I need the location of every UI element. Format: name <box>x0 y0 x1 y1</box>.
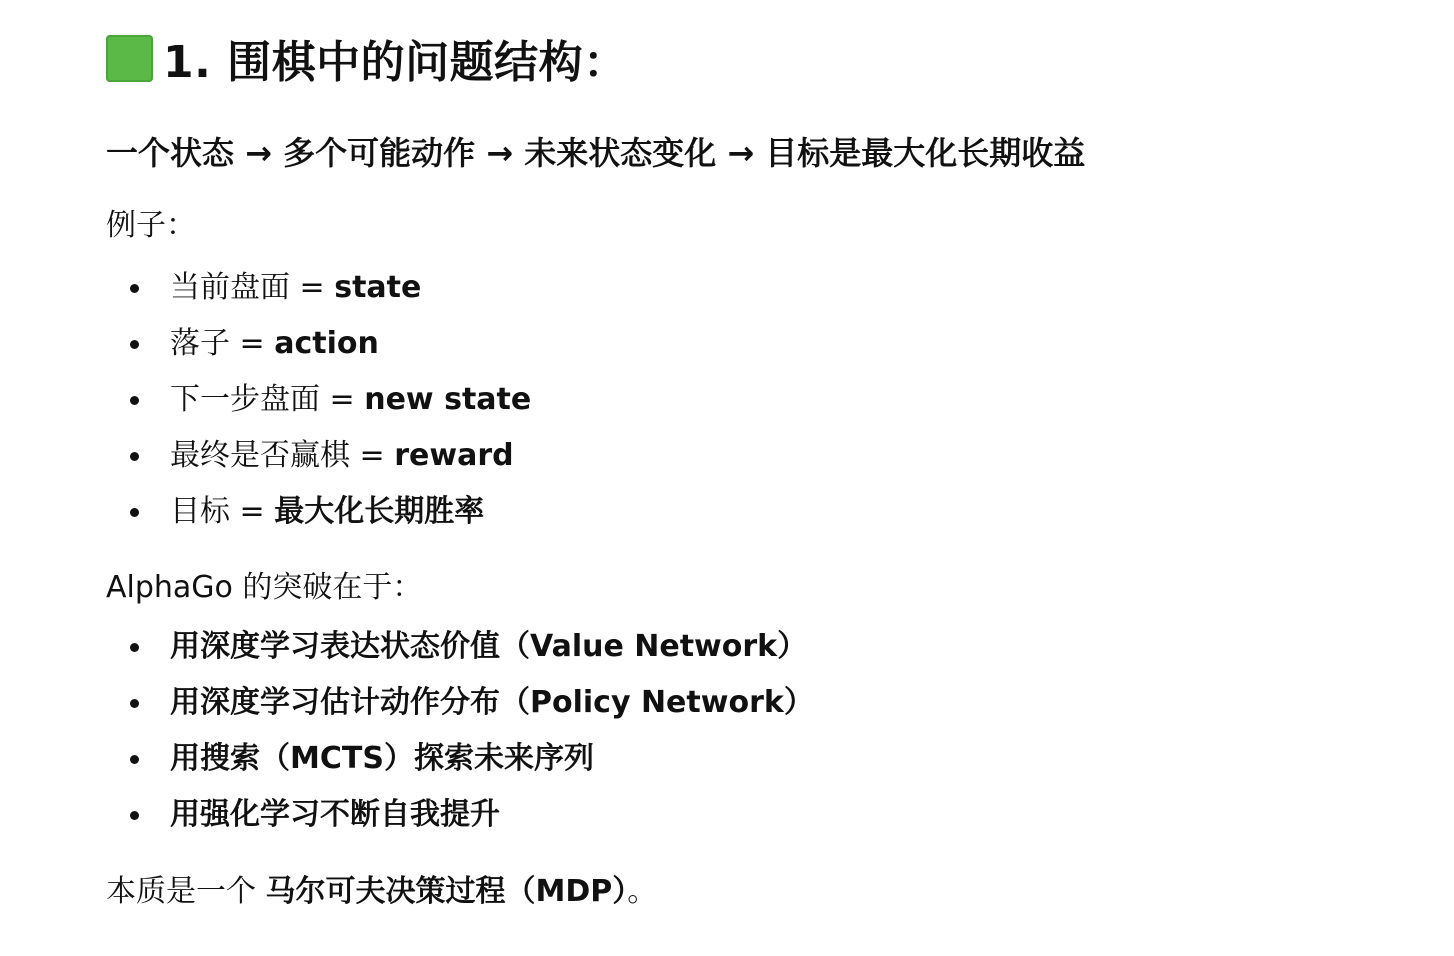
bullet-icon <box>130 811 139 820</box>
list-item <box>106 316 531 372</box>
example-term: 下一步盘面 = <box>170 382 365 417</box>
list-item <box>106 619 814 675</box>
conclusion-tail: 。 <box>627 874 658 909</box>
example-value: new state <box>364 382 532 417</box>
list-item <box>106 428 531 484</box>
examples-list <box>106 260 531 540</box>
list-item <box>106 372 531 428</box>
example-term: 当前盘面 = <box>170 270 335 305</box>
list-item <box>106 731 814 787</box>
list-item <box>106 787 814 843</box>
breakthrough-text: 用强化学习不断自我提升 <box>170 797 500 832</box>
example-value: state <box>334 270 422 305</box>
bullet-icon <box>130 755 139 764</box>
document <box>106 0 1454 956</box>
example-term: 落子 = <box>170 326 275 361</box>
breakthroughs-list <box>106 619 814 843</box>
conclusion-term: 马尔可夫决策过程（MDP） <box>265 874 628 909</box>
bullet-icon <box>130 396 139 405</box>
conclusion <box>106 866 657 910</box>
heading-text: 1. 围棋中的问题结构： <box>163 37 628 88</box>
conclusion-lead: 本质是一个 <box>106 874 266 909</box>
bullet-icon <box>130 340 139 349</box>
example-value: reward <box>394 438 514 473</box>
list-item <box>106 484 531 540</box>
bullet-icon <box>130 643 139 652</box>
example-value: 最大化长期胜率 <box>274 494 485 529</box>
section-heading <box>106 28 628 88</box>
breakthrough-text: 用搜索（MCTS）探索未来序列 <box>170 741 594 776</box>
list-item <box>106 260 531 316</box>
alphago-label: AlphaGo 的突破在于： <box>106 570 423 605</box>
bullet-icon <box>130 508 139 517</box>
list-item <box>106 675 814 731</box>
breakthrough-text: 用深度学习估计动作分布（Policy Network） <box>170 685 814 720</box>
green-square-icon <box>106 35 153 82</box>
bullet-icon <box>130 699 139 708</box>
problem-structure-summary: 一个状态 → 多个可能动作 → 未来状态变化 → 目标是最大化长期收益 <box>106 134 1086 172</box>
example-label: 例子： <box>106 208 196 243</box>
example-term: 目标 = <box>170 494 275 529</box>
bullet-icon <box>130 452 139 461</box>
bullet-icon <box>130 284 139 293</box>
example-term: 最终是否赢棋 = <box>170 438 395 473</box>
breakthrough-text: 用深度学习表达状态价值（Value Network） <box>170 629 808 664</box>
example-value: action <box>274 326 379 361</box>
